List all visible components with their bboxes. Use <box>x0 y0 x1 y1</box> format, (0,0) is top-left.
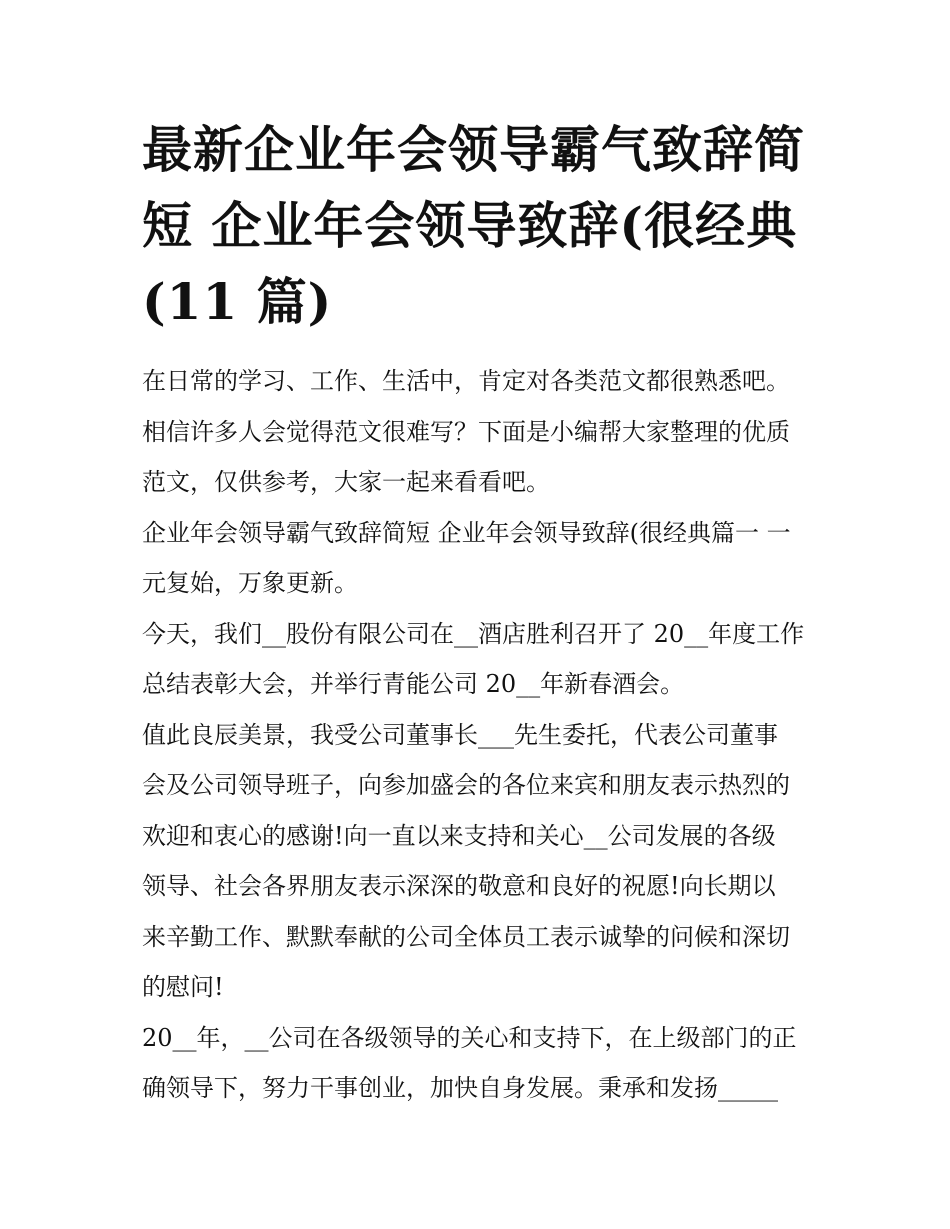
title-line: 短 企业年会领导致辞(很经典 <box>142 196 798 255</box>
section-heading-paragraph: 企业年会领导霸气致辞简短 企业年会领导致辞(很经典篇一 一 元复始，万象更新。 <box>142 518 791 597</box>
document-title <box>142 112 814 340</box>
body-paragraph: 20__年，__公司在各级领导的关心和支持下，在上级部门的正 确领导下，努力干事创业，加快自身发展。秉承和发扬_____ <box>142 1023 797 1102</box>
title-line: (11 篇) <box>142 272 333 331</box>
title-line: 最新企业年会领导霸气致辞简 <box>142 120 805 179</box>
body-paragraph: 今天，我们__股份有限公司在__酒店胜利召开了 20__年度工作 总结表彰大会，并举行青能公司 20__年新春酒会。 <box>142 619 805 698</box>
intro-paragraph: 在日常的学习、工作、生活中，肯定对各类范文都很熟悉吧。 相信许多人会觉得范文很难写？下面是小编帮大家整理的优质 范文，仅供参考，大家一起来看看吧。 <box>142 367 790 496</box>
body-paragraph: 值此良辰美景，我受公司董事长___先生委托，代表公司董事 会及公司领导班子，向参加盛会的各位来宾和朋友表示热烈的 欢迎和衷心的感谢!向一直以来支持和关心__公司发展的各级 领导、社会各界朋友表示深深的敬意和良好的祝愿!向长期以 来辛勤工作、默默奉献的公司全体员工表示诚挚的问候和深切 的慰问! <box>142 720 790 1001</box>
document-page <box>142 112 814 1114</box>
